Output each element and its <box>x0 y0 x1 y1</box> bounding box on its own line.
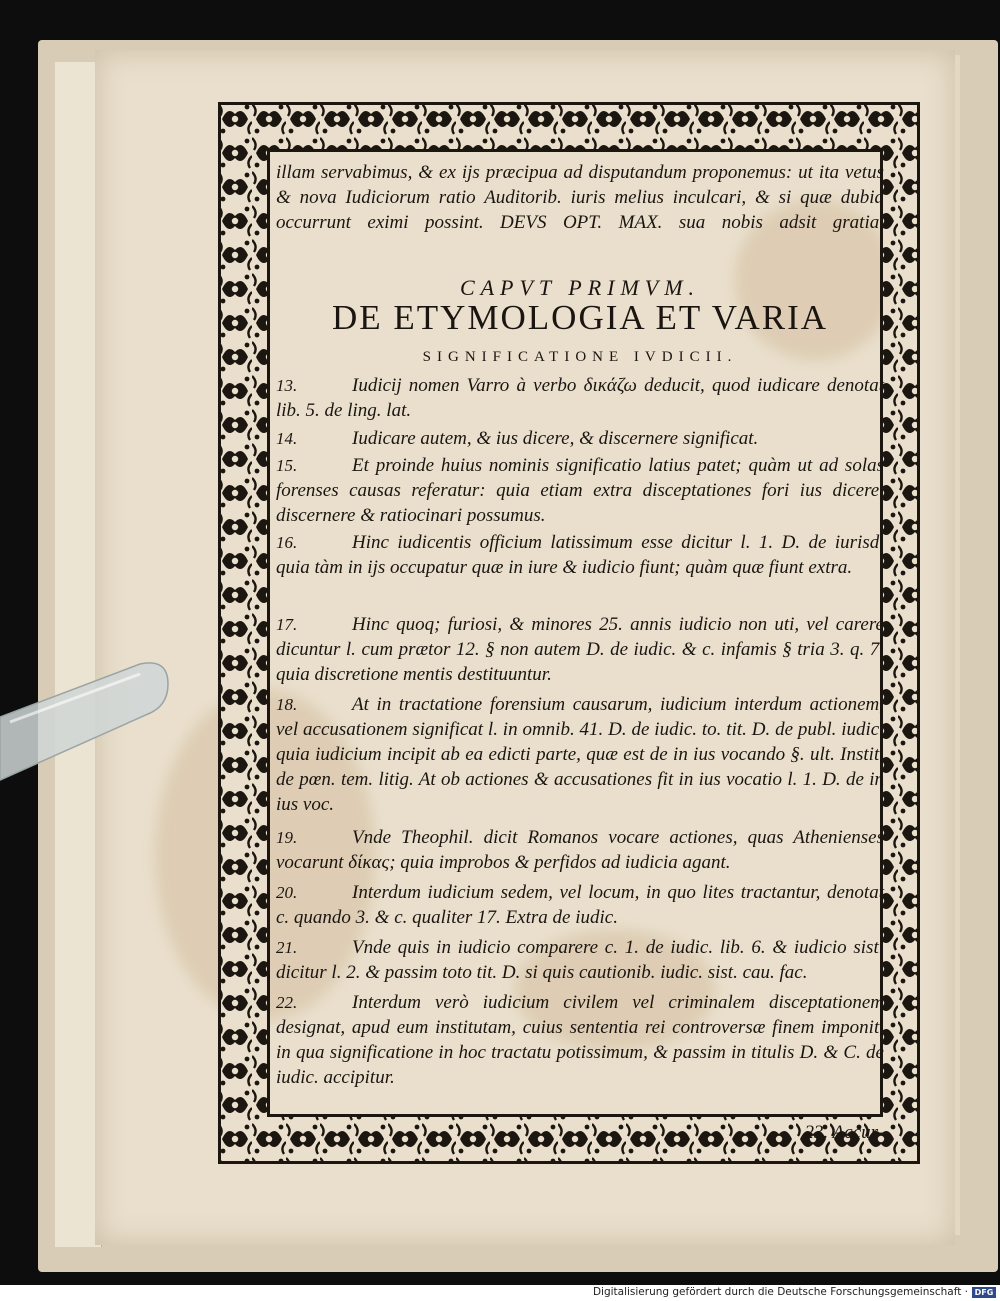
entry-text: Et proinde huius nominis significatio latius patet; quàm ut ad solas forenses causas referatur: quia etiam extra disceptationes fori ius dicere, discernere & ratiocinari possumus. <box>276 455 884 526</box>
entry-14 <box>276 426 884 451</box>
entry-text: Vnde Theophil. dicit Romanos vocare actiones, quas Athenienses vocarunt δίκας; quia improbos & perfidos ad iudicia agant. <box>276 827 884 873</box>
entry-number: 14. <box>276 429 298 448</box>
entry-17 <box>276 612 884 687</box>
entry-text: Vnde quis in iudicio comparere c. 1. de iudic. lib. 6. & iudicio sisti dicitur l. 2. & passim toto tit. D. si quis cautionib. iudic. sist. cau. fac. <box>276 937 884 983</box>
text-block <box>276 160 884 1143</box>
entry-number: 18. <box>276 695 298 714</box>
entry-number: 22. <box>276 993 298 1012</box>
entry-text: Interdum iudicium sedem, vel locum, in quo lites tractantur, denotat c. quando 3. & c. qualiter 17. Extra de iudic. <box>276 882 884 928</box>
entry-number: 20. <box>276 883 298 902</box>
chapter-title: DE ETYMOLOGIA ET VARIA <box>331 298 829 337</box>
entry-text: At in tractatione forensium causarum, iudicium interdum actionem, vel accusationem significat l. in omnib. 41. D. de iudic. to. tit. D. de publ. iudic. quia iudicium incipit ab ea edicti parte, quæ est de in ius vocando §. ult. Instit. de pœn. tem. litig. At ob actiones & accusationes fit in ius vocatio l. 1. D. de in ius voc. <box>276 694 884 815</box>
entry-22 <box>276 990 884 1090</box>
chapter-subtitle: SIGNIFICATIONE IVDICII. <box>422 349 738 365</box>
dfg-logo: DFG <box>972 1287 996 1298</box>
entry-number: 19. <box>276 828 298 847</box>
footer-bar <box>0 1285 1000 1301</box>
entry-16 <box>276 530 884 580</box>
entry-number: 17. <box>276 615 298 634</box>
entry-number: 21. <box>276 938 298 957</box>
entry-18 <box>276 692 884 817</box>
entry-text: Iudicij nomen Varro à verbo δικάζω deducit, quod iudicare denotat lib. 5. de ling. lat. <box>276 375 884 421</box>
entry-15 <box>276 453 884 528</box>
entry-number: 13. <box>276 376 298 395</box>
entry-text: Hinc iudicentis officium latissimum esse dicitur l. 1. D. de iurisd. quia tàm in ijs occupatur quæ in iure & iudicio fiunt; quàm quæ fiunt extra. <box>276 532 884 578</box>
bookmark-strip-icon <box>0 662 170 782</box>
entry-20 <box>276 880 884 930</box>
entry-21 <box>276 935 884 985</box>
entry-text: Iudicare autem, & ius dicere, & discernere significat. <box>352 428 759 449</box>
entry-number: 15. <box>276 456 298 475</box>
entry-13 <box>276 373 884 423</box>
intro-paragraph: illam servabimus, & ex ijs præcipua ad disputandum proponemus: ut ita vetus & nova Iudiciorum ratio Auditorib. iuris melius inculcari, & si quæ dubia occurrunt eximi possint. DEVS OPT. MAX. sua nobis adsit gratia. <box>276 162 884 233</box>
chapter-label: CAPVT PRIMVM. <box>459 275 701 300</box>
catchword: 23. Accur- <box>804 1122 884 1143</box>
entry-text: Interdum verò iudicium civilem vel criminalem disceptationem designat, apud eum institutam, cuius sententia rei controversæ finem imponit, in qua significatione in hoc tractatu potissimum, & passim in titulis D. & C. de iudic. accipitur. <box>276 992 884 1088</box>
entry-text: Hinc quoq; furiosi, & minores 25. annis iudicio non uti, vel carere dicuntur l. cum prætor 12. § non autem D. de iudic. & c. infamis § tria 3. q. 7. quia discretione mentis destituuntur. <box>276 614 884 685</box>
entry-19 <box>276 825 884 875</box>
footer-credit: Digitalisierung gefördert durch die Deutsche Forschungsgemeinschaft · <box>592 1286 968 1298</box>
entry-number: 16. <box>276 533 298 552</box>
